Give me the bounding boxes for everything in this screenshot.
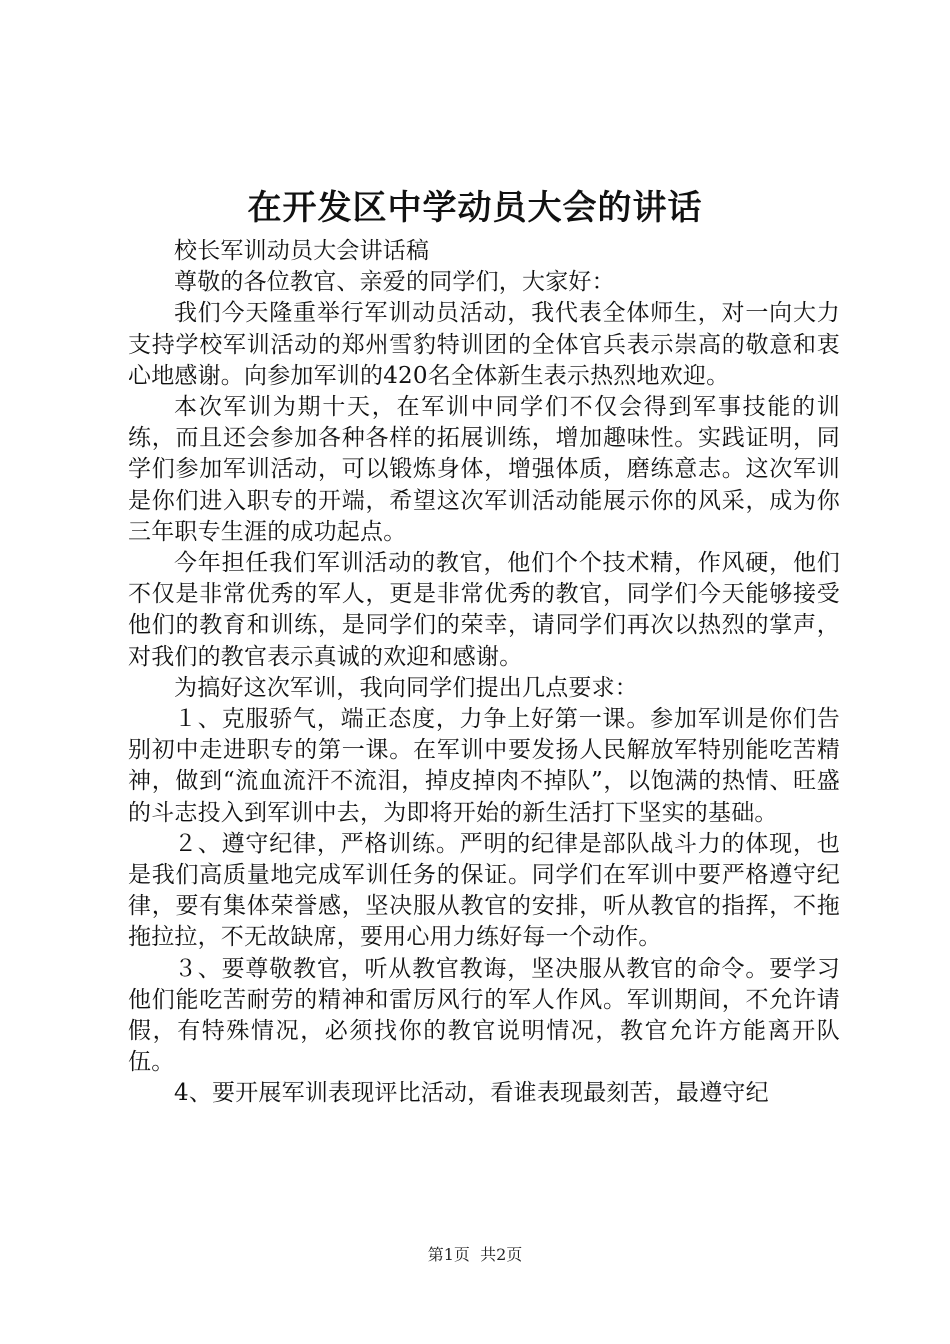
paragraph-1: 我们今天隆重举行军训动员活动，我代表全体师生，对一向大力支持学校军训活动的郑州雪豹特训团的全体官兵表示崇高的敬意和衷心地感谢。向参加军训的420名全体新生表示热烈地欢迎。 xyxy=(128,300,840,389)
paragraph-subtitle: 校长军训动员大会讲话稿 xyxy=(174,238,430,264)
requirement-2: ２、遵守纪律，严格训练。严明的纪律是部队战斗力的体现，也是我们高质量地完成军训任务的保证。同学们在军训中要严格遵守纪律，要有集体荣誉感，坚决服从教官的安排，听从教官的指挥，不拖拖拉拉，不无故缺席，要用心用力练好每一个动作。 xyxy=(128,830,840,951)
paragraph-3: 今年担任我们军训活动的教官，他们个个技术精，作风硬，他们不仅是非常优秀的军人，更是非常优秀的教官，同学们今天能够接受他们的教育和训练，是同学们的荣幸，请同学们再次以热烈的掌声，对我们的教官表示真诚的欢迎和感谢。 xyxy=(128,550,840,670)
requirement-3: ３、要尊敬教官，听从教官教诲，坚决服从教官的命令。要学习他们能吃苦耐劳的精神和雷厉风行的军人作风。军训期间，不允许请假，有特殊情况，必须找你的教官说明情况，教官允许方能离开队伍。 xyxy=(128,955,840,1076)
document-body xyxy=(128,236,840,1110)
paragraph-4: 为搞好这次军训，我向同学们提出几点要求： xyxy=(174,674,638,701)
requirement-1: １、克服骄气，端正态度，力争上好第一课。参加军训是你们告别初中走进职专的第一课。在军训中要发扬人民解放军特别能吃苦精神，做到“流血流汗不流泪，掉皮掉肉不掉队”，以饱满的热情、旺盛的斗志投入到军训中去，为即将开始的新生活打下坚实的基础。 xyxy=(128,706,840,826)
requirement-4: 4、要开展军训表现评比活动，看谁表现最刻苦，最遵守纪 xyxy=(174,1080,769,1107)
page-footer: 第1页 共2页 xyxy=(427,1245,523,1264)
paragraph-2: 本次军训为期十天，在军训中同学们不仅会得到军事技能的训练，而且还会参加各种各样的拓展训练，增加趣味性。实践证明，同学们参加军训活动，可以锻炼身体，增强体质，磨练意志。这次军训是你们进入职专的开端，希望这次军训活动能展示你的风采，成为你三年职专生涯的成功起点。 xyxy=(128,394,840,545)
paragraph-salutation: 尊敬的各位教官、亲爱的同学们，大家好： xyxy=(174,269,615,296)
page-title: 在开发区中学动员大会的讲话 xyxy=(247,188,703,228)
